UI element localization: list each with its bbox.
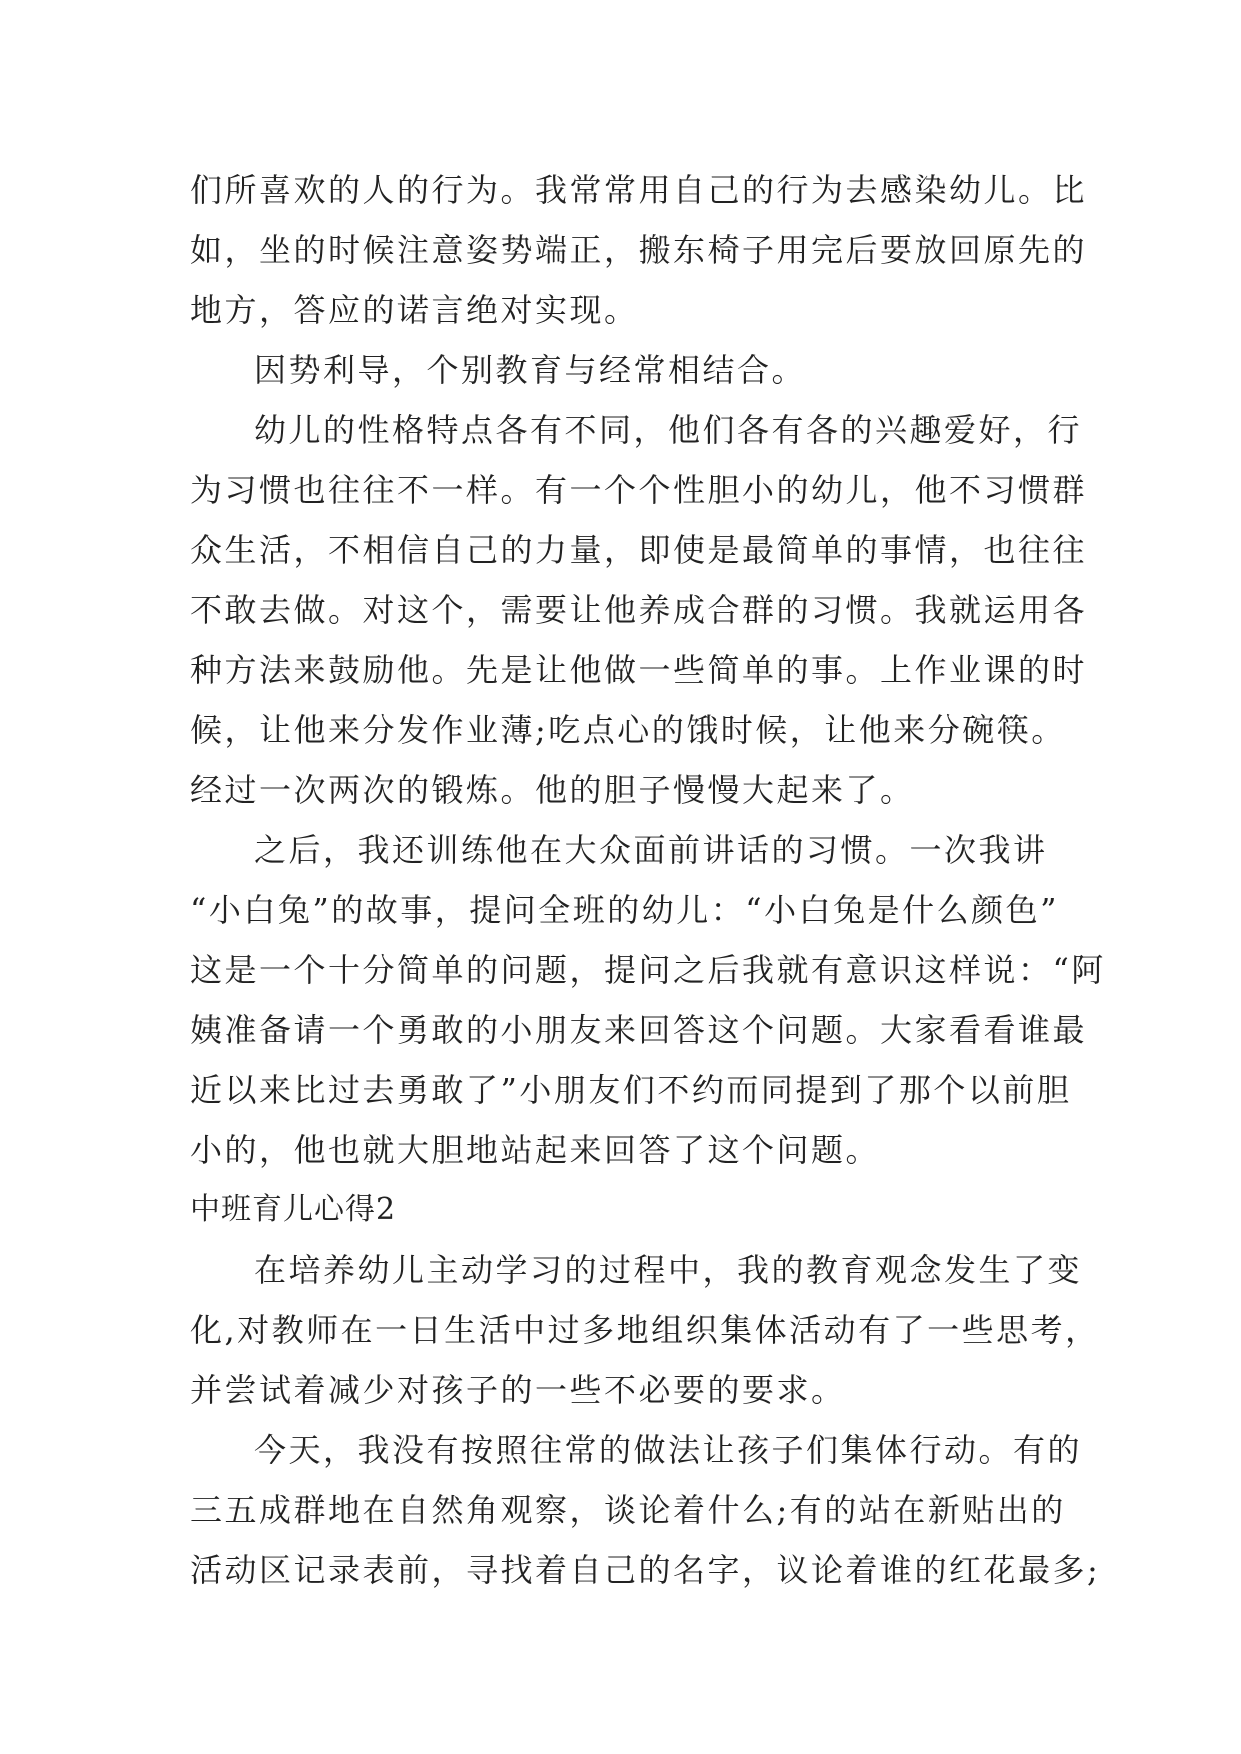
paragraph-line: 不敢去做。对这个，需要让他养成合群的习惯。我就运用各 [190,591,1088,629]
paragraph-line: 三五成群地在自然角观察，谈论着什么;有的站在新贴出的 [190,1491,1066,1529]
paragraph-line: 并尝试着减少对孩子的一些不必要的要求。 [190,1371,846,1409]
section-heading: 中班育儿心得2 [190,1192,397,1227]
paragraph-line: 为习惯也往往不一样。有一个个性胆小的幼儿，他不习惯群 [190,471,1088,509]
paragraph-line: 在培养幼儿主动学习的过程中，我的教育观念发生了变 [254,1251,1083,1289]
paragraph-line: 们所喜欢的人的行为。我常常用自己的行为去感染幼儿。比 [190,171,1088,209]
paragraph-line: 如，坐的时候注意姿势端正，搬东椅子用完后要放回原先的 [190,231,1088,269]
paragraph-line: “小白兔”的故事，提问全班的幼儿：“小白兔是什么颜色” [190,891,1059,929]
paragraph-line: 小的，他也就大胆地站起来回答了这个问题。 [190,1131,881,1169]
paragraph-line: 近以来比过去勇敢了”小朋友们不约而同提到了那个以前胆 [190,1071,1072,1109]
paragraph-line: 之后，我还训练他在大众面前讲话的习惯。一次我讲 [254,831,1048,869]
paragraph-line: 化,对教师在一日生活中过多地组织集体活动有了一些思考， [190,1311,1100,1349]
document-body [190,160,1106,1600]
paragraph-line: 种方法来鼓励他。先是让他做一些简单的事。上作业课的时 [190,651,1088,689]
paragraph-line: 众生活，不相信自己的力量，即使是最简单的事情，也往往 [190,531,1088,569]
paragraph-line: 因势利导，个别教育与经常相结合。 [254,351,807,389]
paragraph-line: 幼儿的性格特点各有不同，他们各有各的兴趣爱好，行 [254,411,1083,449]
paragraph-line: 今天，我没有按照往常的做法让孩子们集体行动。有的 [254,1431,1083,1469]
paragraph-line: 姨准备请一个勇敢的小朋友来回答这个问题。大家看看谁最 [190,1011,1088,1049]
paragraph-line: 经过一次两次的锻炼。他的胆子慢慢大起来了。 [190,771,915,809]
paragraph-line: 活动区记录表前，寻找着自己的名字，议论着谁的红花最多; [190,1551,1101,1589]
paragraph-line: 地方，答应的诺言绝对实现。 [190,291,639,329]
paragraph-line: 候，让他来分发作业薄;吃点心的饿时候，让他来分碗筷。 [190,711,1066,749]
paragraph-line: 这是一个十分简单的问题，提问之后我就有意识这样说：“阿 [190,951,1106,989]
